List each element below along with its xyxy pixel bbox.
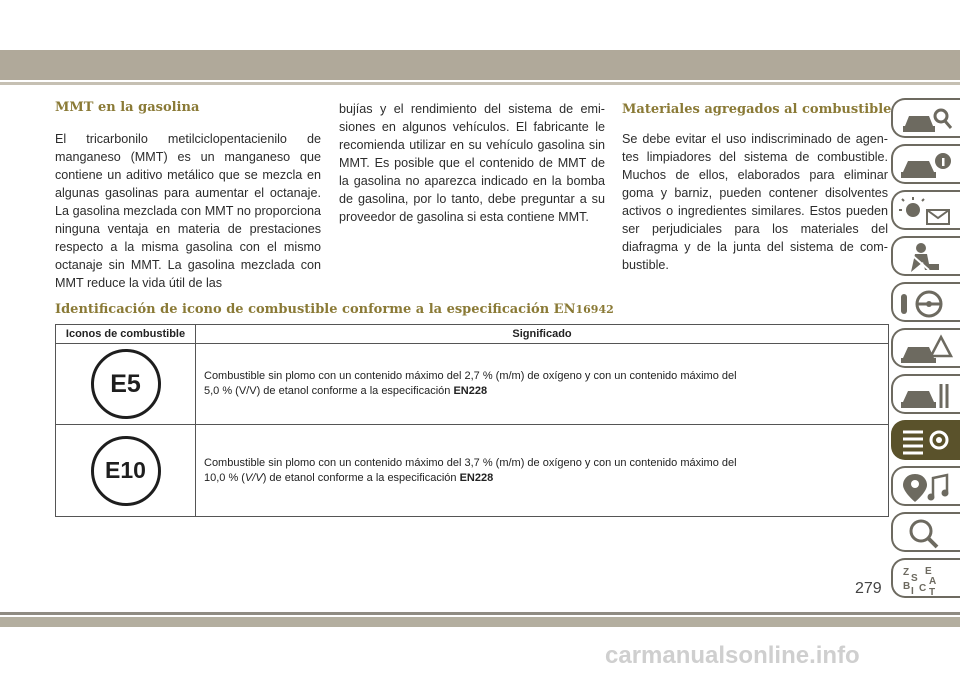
warning-lights-icon xyxy=(899,196,953,228)
col-header-meaning: Significado xyxy=(196,325,889,344)
mmt-column-2 xyxy=(339,100,605,226)
meaning-text: 5,0 % (V/V) de etanol conforme a la especificación xyxy=(204,385,454,397)
header-band xyxy=(0,50,960,80)
svg-text:A: A xyxy=(929,576,937,587)
additives-text: Se debe evitar el uso indiscriminado de agentes limpiadores del sistema de combustible. Muchos de ellos, elaborados para eliminar goma y barniz, pueden contener disolventes activos o ingredientes similares. Estos pueden ser perjudiciales para los materiales del diafragma y de la junta del sistema de combustible. xyxy=(622,132,888,272)
svg-text:C: C xyxy=(919,583,927,594)
technical-data-icon xyxy=(899,426,953,458)
steering-wheel-icon xyxy=(899,288,953,320)
car-info-icon xyxy=(899,150,953,182)
table-header-row xyxy=(56,325,889,344)
tab-safety[interactable] xyxy=(891,236,960,276)
svg-text:S: S xyxy=(911,573,918,584)
mmt-column-1 xyxy=(55,130,321,292)
page-number: 279 xyxy=(855,580,882,597)
tab-multimedia[interactable] xyxy=(891,466,960,506)
tab-driving[interactable] xyxy=(891,282,960,322)
svg-text:E: E xyxy=(925,566,932,577)
icon-cell xyxy=(56,344,196,425)
standard-code: EN228 xyxy=(453,385,488,397)
meaning-italic: V/V xyxy=(244,471,263,484)
table-heading-number: 16942 xyxy=(575,303,614,316)
tab-search[interactable] xyxy=(891,512,960,552)
additives-column xyxy=(622,130,888,274)
fuel-icon-table xyxy=(55,324,889,517)
icon-cell xyxy=(56,425,196,517)
mmt-heading: MMT en la gasolina xyxy=(55,100,200,115)
meaning-line-1: Combustible sin plomo con un contenido máximo del 2,7 % (m/m) de oxígeno y con un contenido máximo del xyxy=(204,370,737,382)
tab-car-info[interactable] xyxy=(891,144,960,184)
header-rule xyxy=(0,82,960,85)
safety-seat-icon xyxy=(899,242,953,274)
meaning-line-2 xyxy=(204,384,880,399)
tab-technical-data[interactable] xyxy=(891,420,960,460)
col-header-icons: Iconos de combustible xyxy=(56,325,196,344)
tab-car-search[interactable] xyxy=(891,98,960,138)
footer-rule xyxy=(0,612,960,615)
tab-maintenance[interactable] xyxy=(891,374,960,414)
tab-index[interactable] xyxy=(891,558,960,598)
meaning-line-1: Combustible sin plomo con un contenido máximo del 3,7 % (m/m) de oxígeno y con un contenido máximo del xyxy=(204,456,737,469)
watermark: carmanualsonline.info xyxy=(605,642,860,669)
table-row xyxy=(56,344,889,425)
svg-text:T: T xyxy=(929,587,936,596)
meaning-text: ) de etanol conforme a la especificación xyxy=(262,471,460,484)
meaning-cell xyxy=(196,344,889,425)
multimedia-icon xyxy=(899,472,953,504)
standard-code: EN228 xyxy=(459,471,494,484)
meaning-cell xyxy=(196,425,889,517)
index-icon xyxy=(899,564,953,596)
svg-text:Z: Z xyxy=(903,567,910,578)
search-icon xyxy=(899,518,953,550)
mmt-text-1: El tricarbonilo metilciclopentacienilo de manganeso (MMT) es un manganeso que contiene un aditivo metálico que se mezcla en algunas gasolinas para aumentar el octanaje. La gasolina mezclada con MMT no proporciona ninguna ventaja en materia de prestaciones respecto a la misma gasolina con el mismo octanaje sin MMT. La gasolina mezclada con MMT reduce la vida útil de las xyxy=(55,132,321,290)
car-hazard-icon xyxy=(899,334,953,366)
e10-fuel-icon: E10 xyxy=(91,436,161,506)
car-search-icon xyxy=(899,104,953,136)
fuel-icon-table-heading xyxy=(55,302,614,317)
additives-heading: Materiales agregados al combustible xyxy=(622,102,892,117)
mmt-text-2: bujías y el rendimiento del sistema de emisiones en algunos vehículos. El fabricante le recomienda utilizar en su vehículo gasolina sin MMT. Es posible que el contenido de MMT de la gasolina no aparezca indicado en la bomba de gasolina, por lo tanto, debe preguntar a su proveedor de gasolina si esta contiene MMT. xyxy=(339,102,605,224)
table-heading-main: Identificación de icono de combustible conforme a la especificación EN xyxy=(55,302,576,317)
car-tools-icon xyxy=(899,380,953,412)
e5-fuel-icon: E5 xyxy=(91,349,161,419)
svg-text:I: I xyxy=(911,586,914,596)
meaning-text: 10,0 % ( xyxy=(204,471,245,484)
svg-text:B: B xyxy=(903,581,911,592)
table-row xyxy=(56,425,889,517)
tab-warning-lights[interactable] xyxy=(891,190,960,230)
meaning-line-2 xyxy=(204,471,880,486)
footer-band xyxy=(0,617,960,627)
tab-emergency[interactable] xyxy=(891,328,960,368)
